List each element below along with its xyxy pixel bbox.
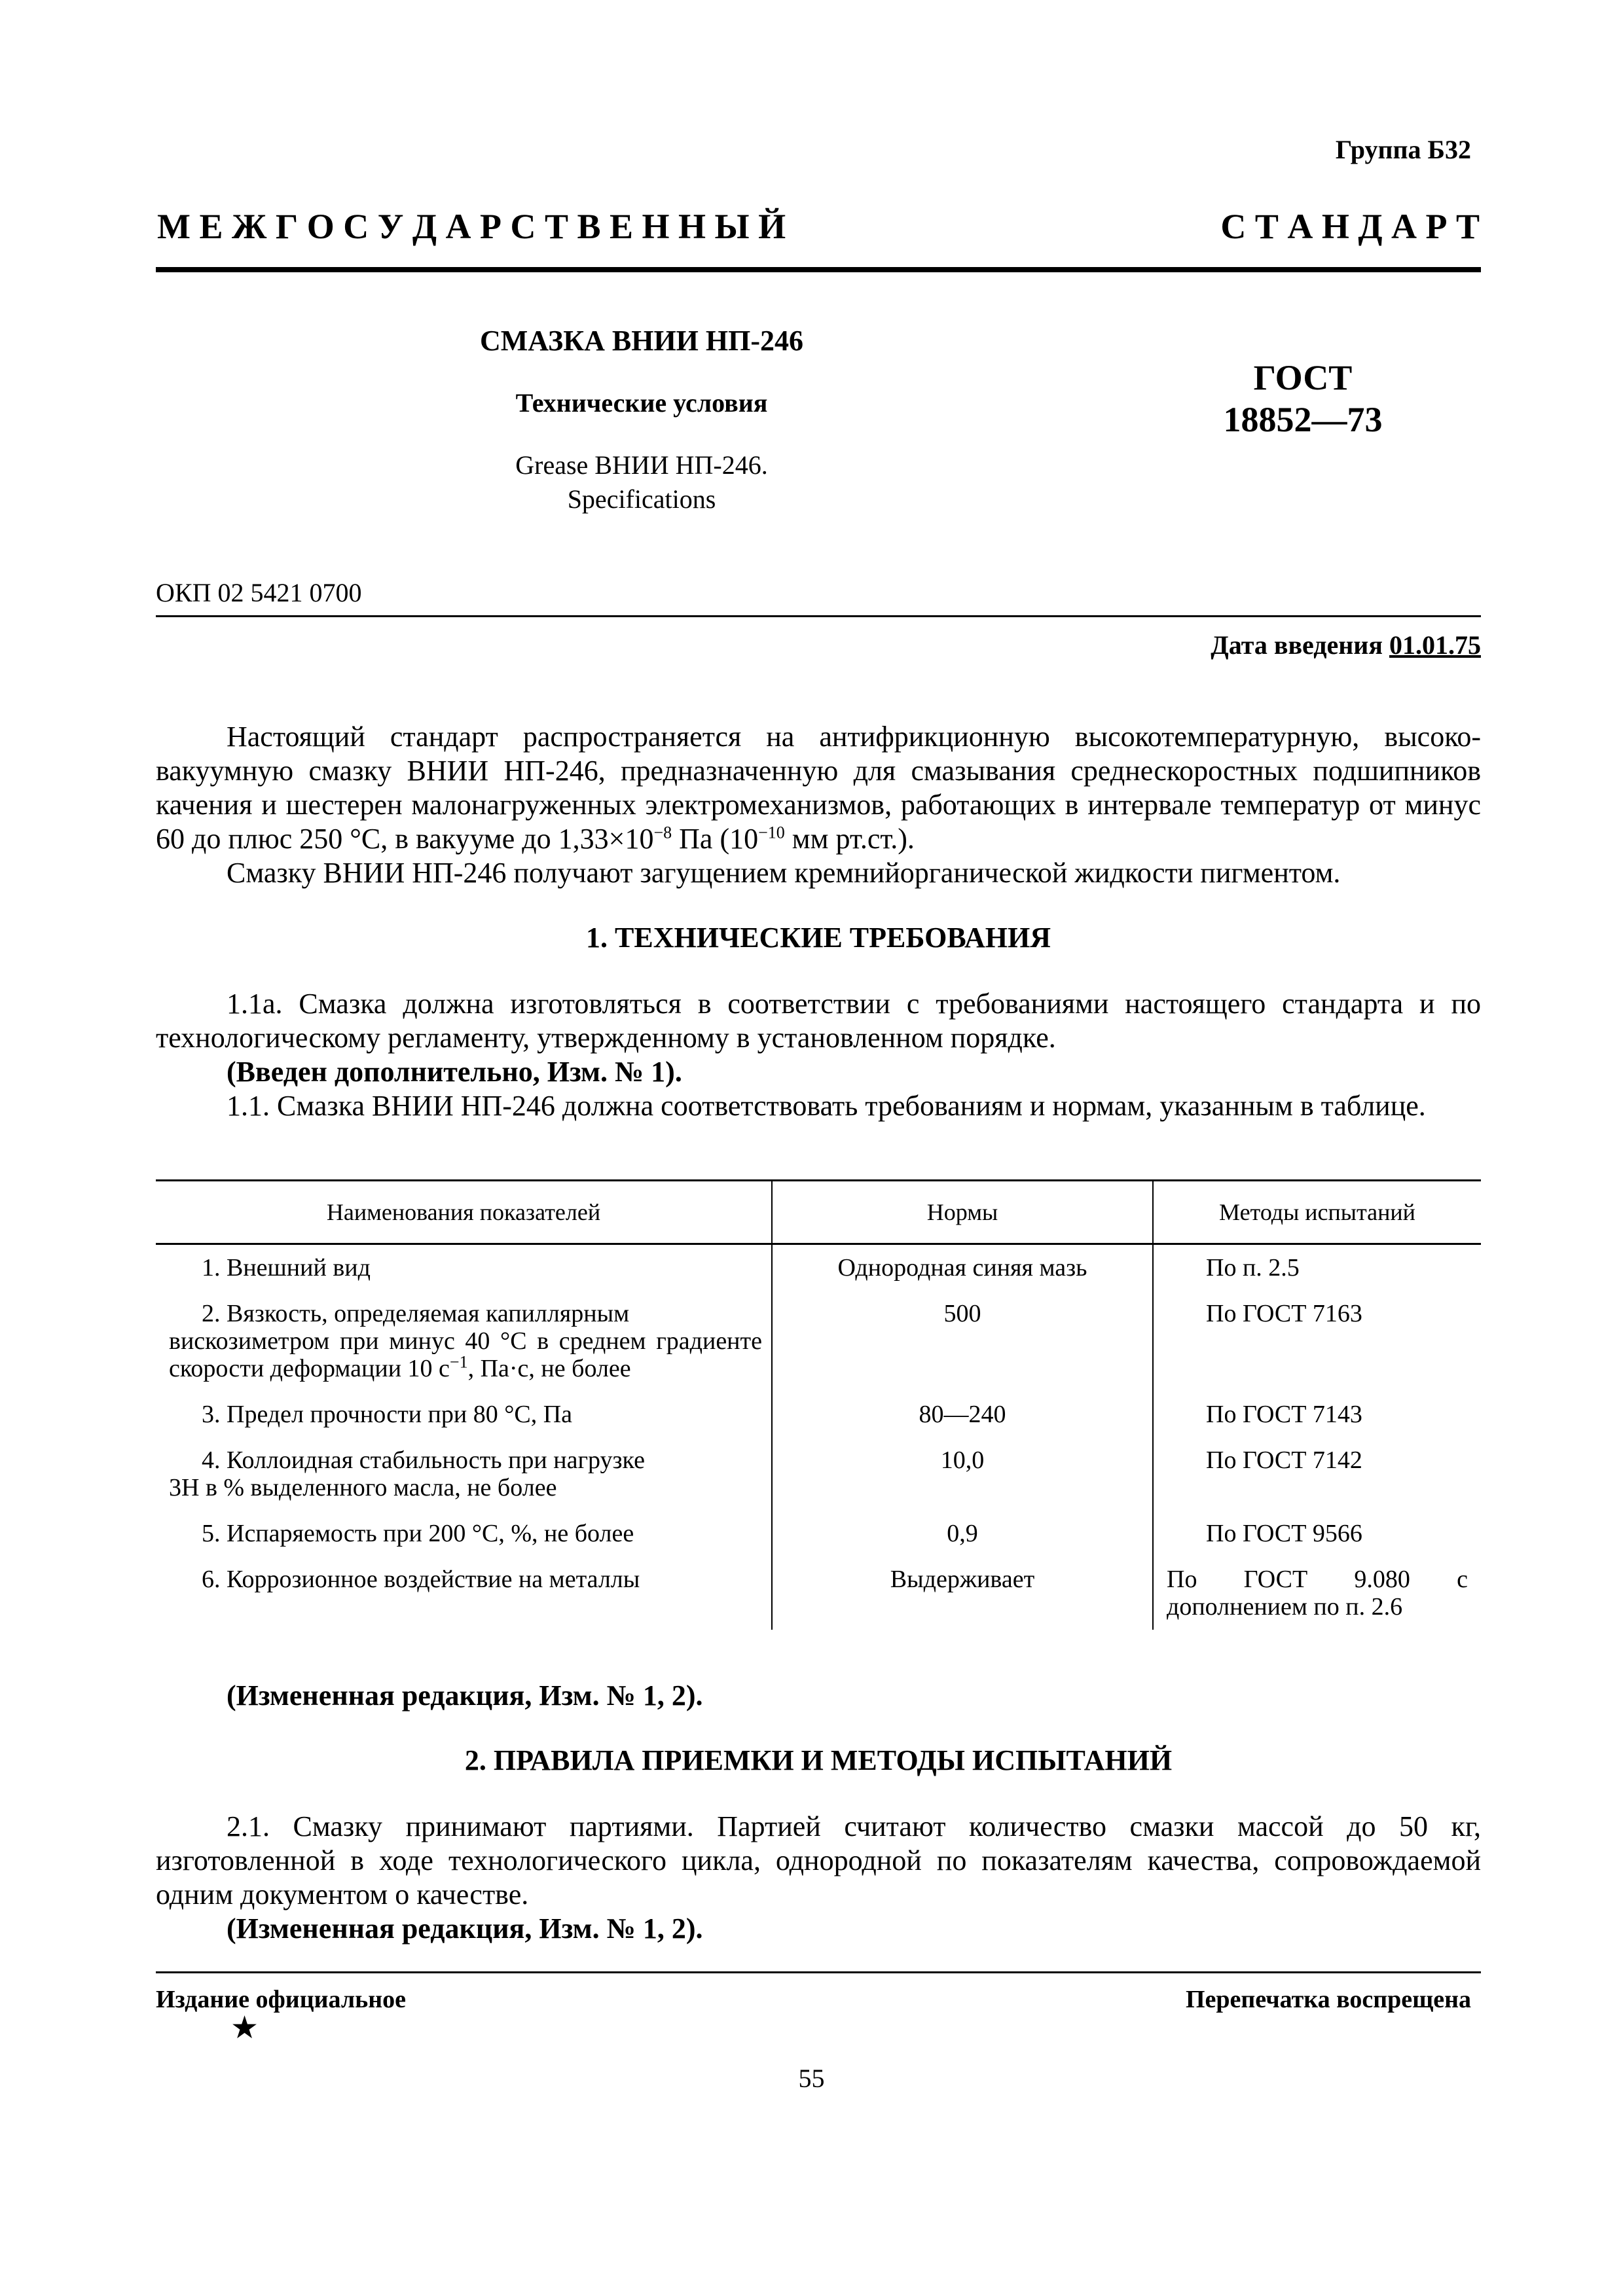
norm-cell: Выдерживает [772,1556,1153,1630]
gost-designation [1159,357,1447,440]
norm-cell: 500 [772,1291,1153,1391]
gost-label: ГОСТ [1253,358,1353,397]
amendment-note-3: (Измененная редакция, Изм. № 1, 2). [227,1912,703,1945]
table-row [156,1511,1481,1556]
indicator-cell: 6. Коррозионное воздействие на металлы [202,1566,640,1593]
star-icon: ★ [230,2011,259,2045]
column-header-method: Методы испытаний [1153,1181,1481,1244]
banner-word-interstate: М Е Ж Г О С У Д А Р С Т В Е Н Н Ы Й [157,207,786,246]
table-row [156,1556,1481,1630]
english-title-line1: Grease ВНИИ НП-246. [515,450,768,480]
table-row [156,1291,1481,1391]
introduction-date-value: 01.01.75 [1389,630,1481,660]
document-subtitle: Технические условия [515,388,768,418]
column-header-norm: Нормы [772,1181,1153,1244]
indicator-cell: 1. Внешний вид [202,1254,371,1282]
method-cell: По ГОСТ 7143 [1153,1391,1481,1437]
introduction-date-label: Дата введения [1211,630,1383,660]
indicator-cell: 2. Вязкость, определяемая капиллярным вискозиметром при минус 40 °С в среднем градиенте скорости деформации 10 $с^{-1}$, Па·с, не более [169,1300,762,1382]
indicator-cell: 4. Коллоидная стабильность при нагрузке 3Н в % выделенного масла, не более [169,1446,645,1501]
clause-2-1: 2.1. Смазку принимают партиями. Партией считают количество смазки массой до 50 кг, изготовленной в ходе технологического цикла, однородной по показателям качества, сопровождаемой одним документом о качестве. [156,1810,1481,1910]
norm-cell: 0,9 [772,1511,1153,1556]
footer-rule [156,1971,1481,1973]
table-row [156,1437,1481,1511]
norm-cell: Однородная синяя мазь [772,1244,1153,1291]
okp-rule [156,615,1481,617]
table-header-row [156,1181,1481,1244]
okp-code: ОКП 02 5421 0700 [156,578,362,607]
table-row [156,1244,1481,1291]
amendment-note-1: (Введен дополнительно, Изм. № 1). [227,1056,682,1088]
document-title: СМАЗКА ВНИИ НП-246 [479,325,803,357]
intro-paragraph-2: Смазку ВНИИ НП-246 получают загущением кремнийорганической жидкости пигментом. [227,857,1341,889]
clause-1-1a: 1.1а. Смазка должна изготовляться в соответствии с требованиями настоящего стандарта и по технологическому регламенту, утвержденному в установленном порядке. [156,988,1481,1054]
method-cell: По ГОСТ 9566 [1153,1511,1481,1556]
page-number: 55 [798,2064,825,2093]
table-row [156,1391,1481,1437]
gost-number: 18852—73 [1223,400,1383,439]
section-1-heading: 1. ТЕХНИЧЕСКИЕ ТРЕБОВАНИЯ [586,922,1051,954]
english-title-line2: Specifications [567,484,716,514]
header-rule [156,267,1481,272]
method-cell: По ГОСТ 7142 [1153,1437,1481,1511]
clause-1-1: 1.1. Смазка ВНИИ НП-246 должна соответствовать требованиям и нормам, указанным в таблице. [227,1090,1426,1122]
column-header-indicator: Наименования показателей [156,1181,772,1244]
standard-banner [157,206,1480,247]
norm-cell: 80—240 [772,1391,1153,1437]
official-edition-label: Издание официальное [156,1986,407,2013]
english-title [367,448,917,516]
reprint-prohibited-label: Перепечатка воспрещена [1185,1986,1471,2013]
method-cell: По ГОСТ 7163 [1153,1291,1481,1391]
introduction-date [1211,630,1481,660]
indicator-cell: 5. Испаряемость при 200 °С, %, не более [202,1520,634,1547]
method-cell: По ГОСТ 9.080 с дополнением по п. 2.6 [1153,1556,1481,1630]
intro-paragraph-1: Настоящий стандарт распространяется на антифрикционную высокотемпературную, высоковакуумную смазку ВНИИ НП-246, предназначенную для смазывания среднескоростных подшипников качения и шестерен малонагруженных электромеханизмов, работающих в интервале температур от минус 60 до плюс 250 °С, в вакууме до $1,33\times 10^{-8}$ Па ($10^{-10}$ мм рт.ст.). [156,721,1481,855]
indicator-cell: 3. Предел прочности при 80 °С, Па [202,1401,573,1428]
banner-word-standard: С Т А Н Д А Р Т [1220,207,1480,246]
norm-cell: 10,0 [772,1437,1153,1511]
requirements-table [156,1179,1481,1630]
section-2-heading: 2. ПРАВИЛА ПРИЕМКИ И МЕТОДЫ ИСПЫТАНИЙ [464,1744,1173,1776]
amendment-note-2: (Измененная редакция, Изм. № 1, 2). [227,1679,703,1712]
group-code: Группа Б32 [1335,135,1471,164]
method-cell: По п. 2.5 [1153,1244,1481,1291]
